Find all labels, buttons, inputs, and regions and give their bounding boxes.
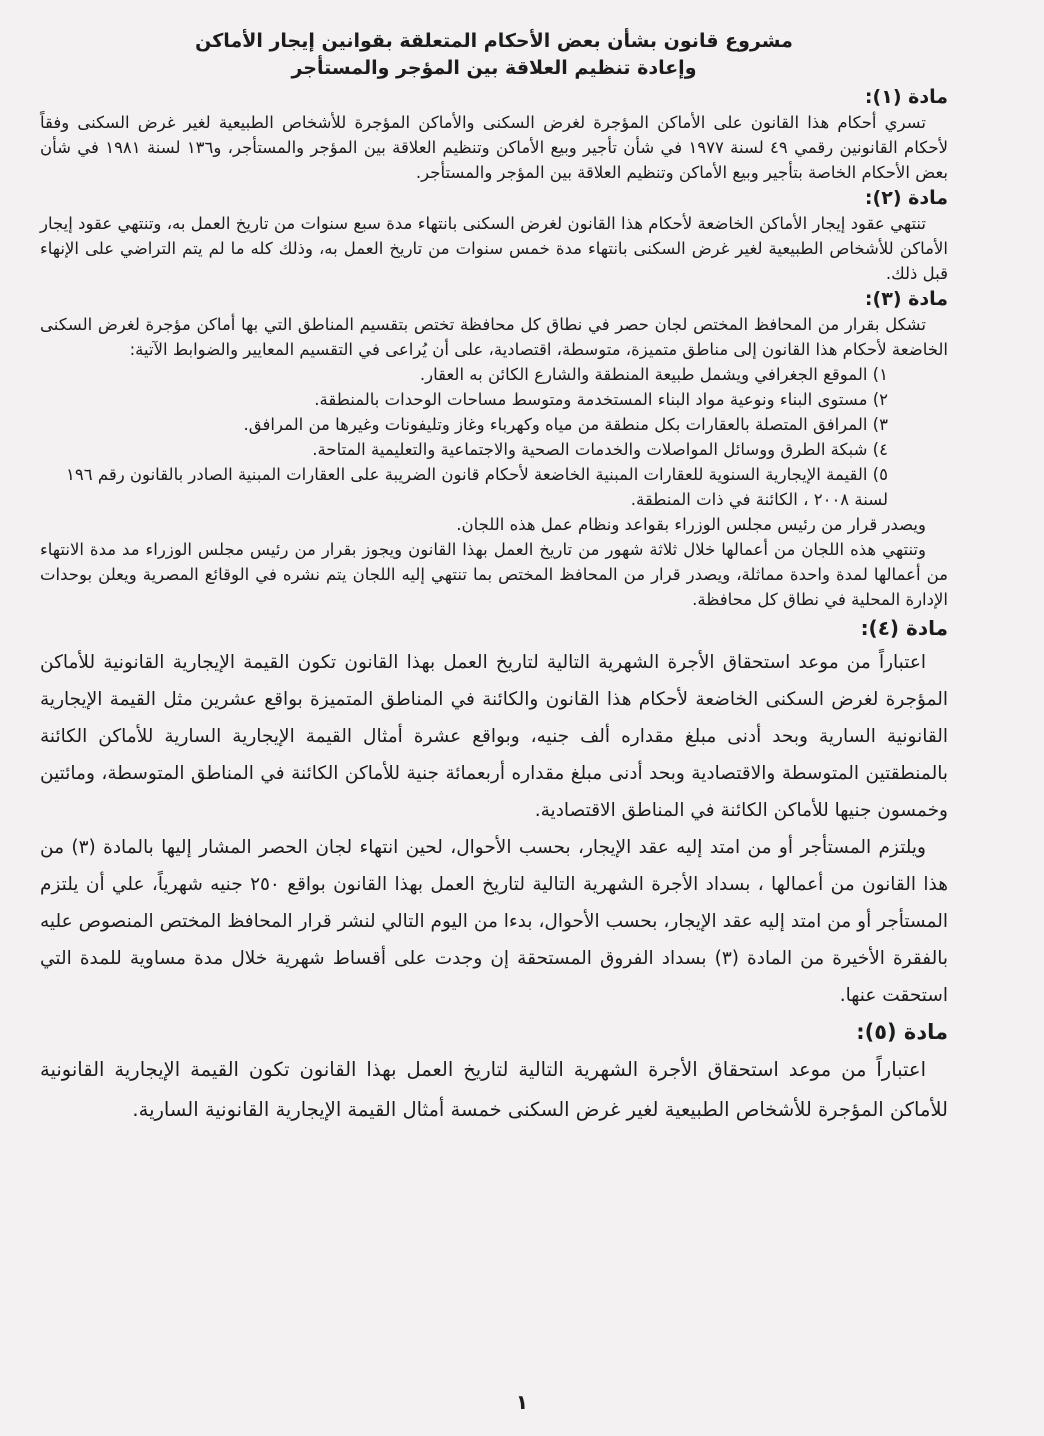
article-5-heading: مادة (٥): xyxy=(856,1020,948,1044)
list-item: ٤) شبكة الطرق ووسائل المواصلات والخدمات الصحية والاجتماعية والتعليمية المتاحة. xyxy=(312,440,888,459)
document-title xyxy=(40,28,948,82)
article-2-paragraph: تنتهي عقود إيجار الأماكن الخاضعة لأحكام هذا القانون لغرض السكنى بانتهاء مدة سبع سنوات من تاريخ العمل به، وتنتهي عقود إيجار الأماكن للأشخاص الطبيعية لغير غرض السكنى بانتهاء مدة خمس سنوات من تاريخ العمل به، وذلك كله ما لم يتم التراضي على الإنهاء قبل ذلك. xyxy=(40,214,948,283)
list-item: ١) الموقع الجغرافي ويشمل طبيعة المنطقة والشارع الكائن به العقار. xyxy=(419,365,888,384)
article-1-heading: مادة (١): xyxy=(864,86,948,108)
article-3-paragraph-1: ويصدر قرار من رئيس مجلس الوزراء بقواعد ونظام عمل هذه اللجان. xyxy=(456,515,926,534)
article-1-paragraph: تسري أحكام هذا القانون على الأماكن المؤجرة لغرض السكنى والأماكن المؤجرة للأشخاص الطبيعية لغير غرض السكنى وفقاً لأحكام القانونين رقمي ٤٩ لسنة ١٩٧٧ في شأن تأجير وبيع الأماكن وتنظيم العلاقة بين المؤجر والمستأجر، و١٣٦ لسنة ١٩٨١ في شأن بعض الأحكام الخاصة بتأجير وبيع الأماكن وتنظيم العلاقة بين المؤجر والمستأجر. xyxy=(40,113,948,182)
article-5 xyxy=(40,1014,948,1130)
article-1 xyxy=(40,84,948,185)
article-2 xyxy=(40,185,948,286)
list-item: ٥) القيمة الإيجارية السنوية للعقارات المبنية الخاضعة لأحكام قانون الضريبة على العقارات المبنية الصادر بالقانون رقم ١٩٦ لسنة ٢٠٠٨ ، الكائنة في ذات المنطقة. xyxy=(66,465,888,509)
article-3-paragraph-2: وتنتهي هذه اللجان من أعمالها خلال ثلاثة شهور من تاريخ العمل بهذا القانون ويجوز بقرار من رئيس مجلس الوزراء مد مدة الانتهاء من أعمالها لمدة واحدة مماثلة، ويصدر قرار من المحافظ المختص بما تنتهي إليه اللجان يتم نشره في الوقائع المصرية ويعلن بوحدات الإدارة المحلية في نطاق كل محافظة. xyxy=(40,540,948,609)
list-item: ٣) المرافق المتصلة بالعقارات بكل منطقة من مياه وكهرباء وغاز وتليفونات وغيرها من المرافق. xyxy=(243,415,888,434)
article-4-paragraph-2: ويلتزم المستأجر أو من امتد إليه عقد الإيجار، بحسب الأحوال، لحين انتهاء لجان الحصر المشار إليها بالمادة (٣) من هذا القانون من أعمالها ، بسداد الأجرة الشهرية التالية لتاريخ العمل بهذا القانون بواقع ٢٥٠ جنيه شهرياً، علي أن يلتزم المستأجر أو من امتد إليه عقد الإيجار، بحسب الأحوال، بدءا من اليوم التالي لنشر قرار المحافظ المختص المنصوص عليه بالفقرة الأخيرة من المادة (٣) بسداد الفروق المستحقة إن وجدت على أقساط شهرية خلال مدة مساوية للمدة التي استحقت عنها. xyxy=(40,837,949,1006)
page-number: ١ xyxy=(515,1390,529,1414)
title-line-1: مشروع قانون بشأن بعض الأحكام المتعلقة بقوانين إيجار الأماكن xyxy=(195,30,793,52)
article-2-heading: مادة (٢): xyxy=(864,187,948,209)
title-line-2: وإعادة تنظيم العلاقة بين المؤجر والمستأجر xyxy=(291,57,697,79)
article-4-paragraph-1: اعتباراً من موعد استحقاق الأجرة الشهرية التالية لتاريخ العمل بهذا القانون تكون القيمة الإيجارية القانونية للأماكن المؤجرة لغرض السكنى الخاضعة لأحكام هذا القانون والكائنة في المناطق المتميزة بواقع عشرين مثل القيمة الإيجارية القانونية السارية وبحد أدنى مبلغ مقداره ألف جنيه، وبواقع عشرة أمثال القيمة الإيجارية السارية للأماكن الكائنة بالمنطقتين المتوسطة والاقتصادية وبحد أدنى مبلغ مقداره أربعمائة جنية للأماكن الكائنة في المناطق المتوسطة، ومائتين وخمسون جنيها للأماكن الكائنة في المناطق الاقتصادية. xyxy=(40,652,948,821)
list-item: ٢) مستوى البناء ونوعية مواد البناء المستخدمة ومتوسط مساحات الوحدات بالمنطقة. xyxy=(314,390,888,409)
article-3 xyxy=(40,286,948,612)
article-3-intro: تشكل بقرار من المحافظ المختص لجان حصر في نطاق كل محافظة تختص بتقسيم المناطق التي بها أماكن مؤجرة لغرض السكنى الخاضعة لأحكام هذا القانون إلى مناطق متميزة، متوسطة، اقتصادية، على أن يُراعى في التقسيم المعايير والضوابط الآتية: xyxy=(40,315,948,359)
article-3-heading: مادة (٣): xyxy=(864,288,948,310)
article-5-paragraph: اعتباراً من موعد استحقاق الأجرة الشهرية التالية لتاريخ العمل بهذا القانون تكون القيمة الإيجارية القانونية للأماكن المؤجرة للأشخاص الطبيعية لغير غرض السكنى خمسة أمثال القيمة الإيجارية القانونية السارية. xyxy=(40,1058,948,1121)
article-4-heading: مادة (٤): xyxy=(860,616,948,640)
article-4 xyxy=(40,612,948,1014)
article-3-criteria-list xyxy=(40,362,948,512)
